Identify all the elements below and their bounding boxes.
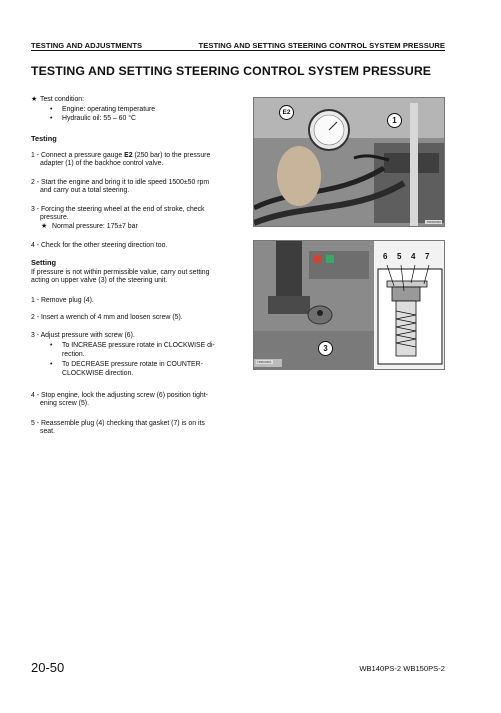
setting-step-3: 3 - Adjust pressure with screw (6). • To INCREASE pressure rotate in CLOCKWISE di- rection. • To DECREASE pressure rotate in COUNTER- CLOCKWISE direction. <box>31 332 241 378</box>
setting-step-2: 2 - Insert a wrench of 4 mm and loosen screw (5). <box>31 314 183 321</box>
setting-step-1: 1 - Remove plug (4). <box>31 297 94 304</box>
page-number: 20-50 <box>31 660 65 675</box>
section-label-4: 4 <box>411 252 416 261</box>
testing-step-4: 4 - Check for the other steering direction too. <box>31 242 168 249</box>
section-label-7: 7 <box>425 252 430 261</box>
testing-step-1: 1 - Connect a pressure gauge E2 (250 bar) to the pressure adapter (1) of the backhoe control valve. <box>31 152 211 168</box>
testing-step-3: 3 - Forcing the steering wheel at the end of stroke, check pressure. ★ Normal pressure: 175±7 bar <box>31 206 205 230</box>
figure-steering-unit <box>253 240 445 370</box>
test-condition-label: Test condition: <box>40 96 85 103</box>
section-label-5: 5 <box>397 252 402 261</box>
callout-upper-valve: 3 <box>318 341 333 356</box>
setting-step-5: 5 - Reassemble plug (4) checking that gasket (7) is on its seat. <box>31 420 205 436</box>
callout-adapter: 1 <box>387 113 402 128</box>
test-condition-block <box>31 96 241 123</box>
list-item: • To INCREASE pressure rotate in CLOCKWISE di- rection. <box>50 342 215 358</box>
setting-heading: Setting <box>31 258 57 267</box>
star-icon: ★ <box>31 96 38 103</box>
section-label-6: 6 <box>383 252 388 261</box>
page-title: TESTING AND SETTING STEERING CONTROL SYSTEM PRESSURE <box>31 64 432 78</box>
steering-unit-illustration <box>254 241 445 370</box>
list-item: • Hydraulic oil: 55 – 60 °C <box>50 114 136 122</box>
callout-gauge-e2: E2 <box>279 105 294 120</box>
star-icon: ★ <box>41 222 48 230</box>
figure-code: TRD00361 <box>257 360 272 364</box>
testing-heading: Testing <box>31 134 57 143</box>
list-item: • To DECREASE pressure rotate in COUNTER- CLOCKWISE direction. <box>50 361 203 377</box>
testing-step-2: 2 - Start the engine and bring it to idle speed 1500±50 rpm and carry out a total steering. <box>31 179 210 195</box>
header-topic: TESTING AND SETTING STEERING CONTROL SYSTEM PRESSURE <box>198 41 445 50</box>
figure-code: TRD00360 <box>426 220 441 224</box>
header-section: TESTING AND ADJUSTMENTS <box>31 41 143 50</box>
running-header <box>31 38 445 50</box>
figure-pressure-gauge-photo <box>253 97 445 227</box>
list-item: • Engine: operating temperature <box>50 106 156 114</box>
header-rule <box>31 50 445 51</box>
bullet-icon: • <box>50 114 53 122</box>
setting-step-4: 4 - Stop engine, lock the adjusting screw (6) position tight- ening screw (5). <box>31 392 208 408</box>
setting-intro: If pressure is not within permissible value, carry out setting acting on upper valve (3) of the steering unit. <box>31 269 210 285</box>
bullet-icon: • <box>50 342 53 350</box>
model-names: WB140PS-2 WB150PS-2 <box>359 664 445 673</box>
bullet-icon: • <box>50 106 53 114</box>
bullet-icon: • <box>50 361 53 369</box>
